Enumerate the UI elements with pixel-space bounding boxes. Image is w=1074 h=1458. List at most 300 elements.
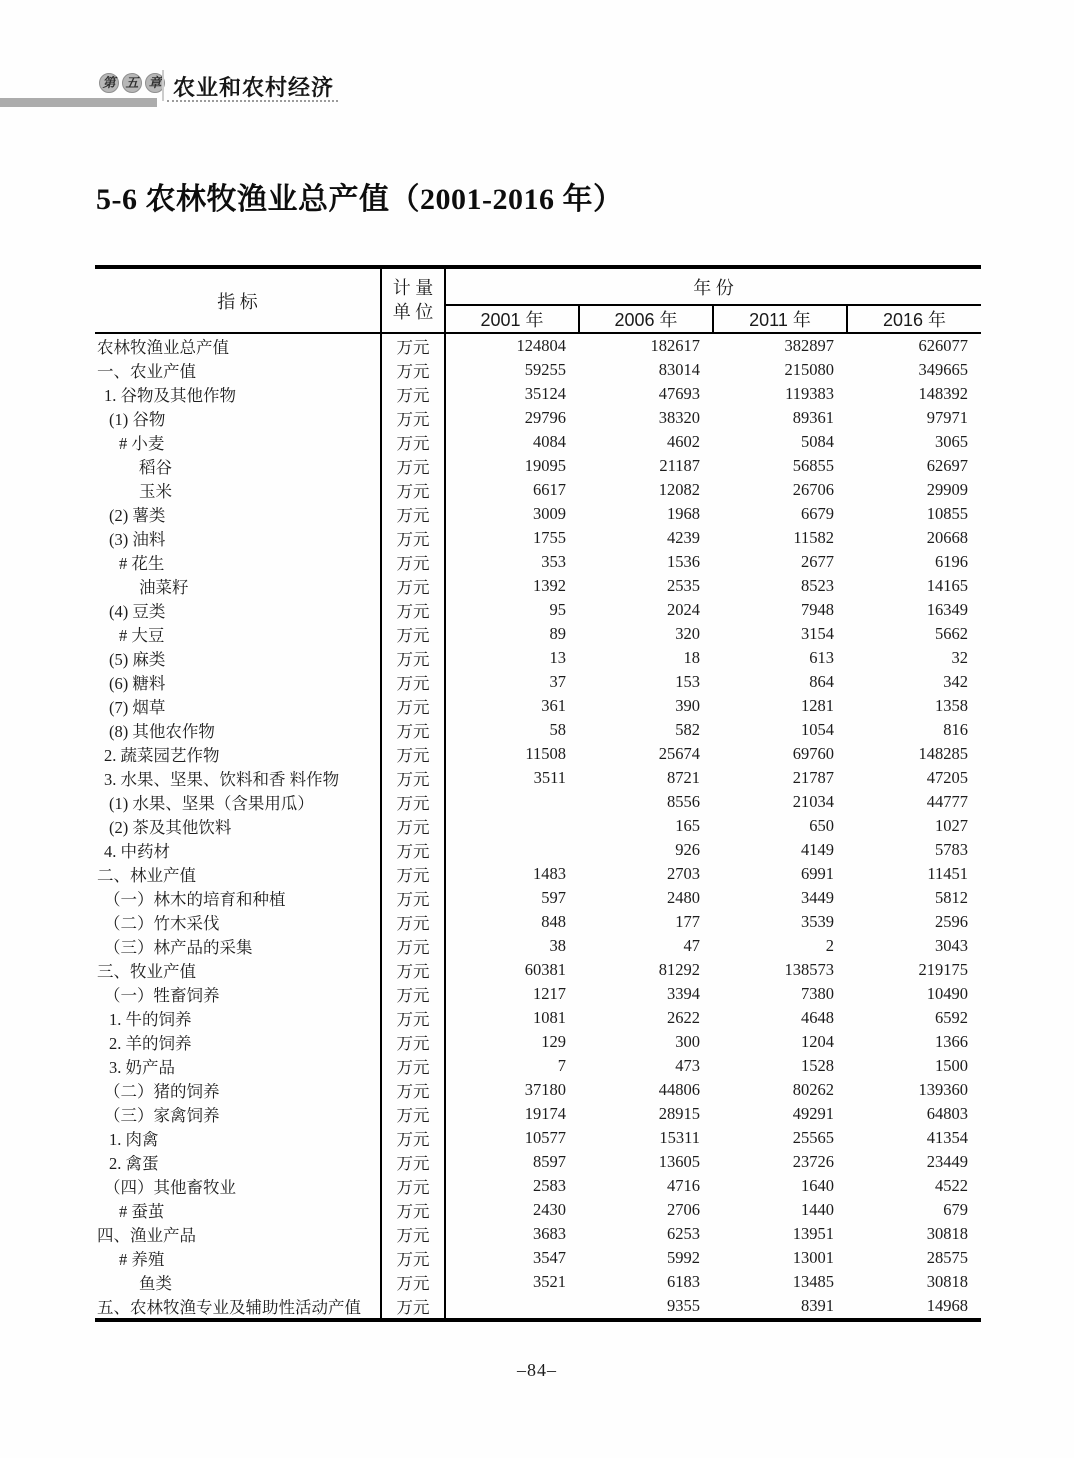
row-value: 7380 [801,984,834,1003]
row-unit: 万元 [381,862,445,886]
row-value: 1392 [533,576,566,595]
col-header-year: 2011 年 [713,305,847,333]
row-label: # 大豆 [95,622,381,646]
table-row [95,1102,981,1126]
row-value: 12082 [658,480,700,499]
row-unit: 万元 [381,910,445,934]
chapter-title-underline [167,100,338,102]
row-value: 3683 [533,1224,566,1243]
row-value: 21034 [792,792,834,811]
col-header-unit-line2: 单 位 [392,301,434,322]
row-label: (1) 水果、坚果（含果用瓜） [95,790,381,814]
col-header-year: 2016 年 [847,305,981,333]
row-value: 3043 [935,936,968,955]
table-row [95,1006,981,1030]
row-value: 148285 [918,744,968,763]
row-value: 37180 [524,1080,566,1099]
row-value: 361 [541,696,566,715]
row-label: 二、林业产值 [95,862,381,886]
row-unit: 万元 [381,1198,445,1222]
col-header-unit [381,267,445,333]
table-row [95,862,981,886]
row-value: 124804 [516,336,566,355]
row-value: 83014 [658,360,700,379]
col-header-unit-line1: 计 量 [392,278,434,299]
page-number: –84– [517,1360,557,1380]
row-value: 6183 [667,1272,700,1291]
row-label: （三）林产品的采集 [95,934,381,958]
row-value: 14165 [926,576,968,595]
row-value: 473 [675,1056,700,1075]
row-label: (5) 麻类 [95,646,381,670]
row-unit: 万元 [381,814,445,838]
table-row [95,1054,981,1078]
row-label: 1. 谷物及其他作物 [95,382,381,406]
row-value: 35124 [524,384,566,403]
row-unit: 万元 [381,1270,445,1294]
row-unit: 万元 [381,1150,445,1174]
row-value: 7948 [801,600,834,619]
table-row [95,574,981,598]
row-value: 1440 [801,1200,834,1219]
row-unit: 万元 [381,742,445,766]
decorative-gray-bar [0,98,157,107]
row-value: 15311 [659,1128,700,1147]
table-row [95,766,981,790]
row-value: 129 [541,1032,566,1051]
row-label: 3. 奶产品 [95,1054,381,1078]
col-header-year-group: 年 份 [445,267,981,305]
row-value: 382897 [784,336,834,355]
row-value: 21787 [792,768,834,787]
row-unit: 万元 [381,1246,445,1270]
table-row [95,790,981,814]
row-value: 2596 [935,912,968,931]
row-value: 1358 [935,696,968,715]
row-value: 28575 [926,1248,968,1267]
row-value: 6196 [935,552,968,571]
row-value: 89361 [792,408,834,427]
row-label: （二）竹木采伐 [95,910,381,934]
row-value: 8597 [533,1152,566,1171]
row-value: 4149 [801,840,834,859]
row-value: 848 [541,912,566,931]
col-header-year: 2001 年 [445,305,579,333]
row-value: 25565 [792,1128,834,1147]
row-value: 8391 [801,1296,834,1315]
data-table [95,265,981,1322]
row-value: 3547 [533,1248,566,1267]
table-row [95,622,981,646]
row-value [445,838,579,862]
row-value: 58 [549,720,566,739]
row-unit: 万元 [381,670,445,694]
row-value: 21187 [659,456,700,475]
row-unit: 万元 [381,766,445,790]
row-unit: 万元 [381,502,445,526]
row-unit: 万元 [381,1126,445,1150]
row-label: 四、渔业产品 [95,1222,381,1246]
row-label: (8) 其他农作物 [95,718,381,742]
chapter-badge [99,73,165,93]
row-unit: 万元 [381,1222,445,1246]
row-unit: 万元 [381,790,445,814]
row-unit: 万元 [381,1294,445,1320]
row-value: 81292 [658,960,700,979]
row-value: 4522 [935,1176,968,1195]
row-label: 1. 牛的饲养 [95,1006,381,1030]
row-unit: 万元 [381,886,445,910]
row-value: 3521 [533,1272,566,1291]
chapter-badge-char: 第 [99,73,119,93]
row-value: 47693 [658,384,700,403]
chapter-title: 农业和农村经济 [173,75,335,100]
row-value: 29909 [926,480,968,499]
row-label: # 养殖 [95,1246,381,1270]
row-value: 1366 [935,1032,968,1051]
row-value: 38320 [658,408,700,427]
row-value: 10577 [524,1128,566,1147]
row-value: 8523 [801,576,834,595]
row-value: 5783 [935,840,968,859]
row-unit: 万元 [381,358,445,382]
row-value: 38 [549,936,566,955]
table-row [95,718,981,742]
row-value: 3009 [533,504,566,523]
table-row [95,1198,981,1222]
row-value: 2 [825,936,834,955]
row-value: 30818 [926,1272,968,1291]
row-unit: 万元 [381,646,445,670]
row-value: 1536 [667,552,700,571]
row-value: 119383 [785,384,834,403]
row-unit: 万元 [381,1078,445,1102]
row-value: 62697 [926,456,968,475]
row-unit: 万元 [381,958,445,982]
row-value: 14968 [926,1296,968,1315]
row-value: 95 [549,600,566,619]
row-value: 49291 [792,1104,834,1123]
row-label: 稻谷 [95,454,381,478]
row-value: 10855 [926,504,968,523]
row-value [445,790,579,814]
row-value: 4716 [667,1176,700,1195]
row-value: 138573 [784,960,834,979]
row-value: 5992 [667,1248,700,1267]
row-value: 26706 [792,480,834,499]
header-row-group [95,267,981,305]
table-row [95,1246,981,1270]
row-unit: 万元 [381,1006,445,1030]
row-value: 60381 [524,960,566,979]
table-row [95,454,981,478]
row-unit: 万元 [381,622,445,646]
row-value: 13951 [792,1224,834,1243]
row-label: (1) 谷物 [95,406,381,430]
row-label: 五、农林牧渔专业及辅助性活动产值 [95,1294,381,1320]
row-value: 41354 [926,1128,968,1147]
table-row [95,478,981,502]
row-value: 29796 [524,408,566,427]
row-value: 6679 [801,504,834,523]
table-row [95,742,981,766]
row-unit: 万元 [381,574,445,598]
row-value: 148392 [918,384,968,403]
chapter-divider [162,70,164,101]
row-value: 10490 [926,984,968,1003]
row-value: 47205 [926,768,968,787]
row-value: 650 [809,816,834,835]
row-label: (6) 糖料 [95,670,381,694]
row-value: 582 [675,720,700,739]
row-value: 8721 [667,768,700,787]
row-value: 11508 [525,744,566,763]
row-value: 153 [675,672,700,691]
row-unit: 万元 [381,454,445,478]
row-value: 3511 [533,768,566,787]
row-unit: 万元 [381,406,445,430]
row-value: 4239 [667,528,700,547]
row-value: 11582 [793,528,834,547]
row-value: 56855 [792,456,834,475]
row-label: （一）牲畜饲养 [95,982,381,1006]
row-value: 19095 [524,456,566,475]
row-value: 37 [549,672,566,691]
row-value: 44806 [658,1080,700,1099]
row-unit: 万元 [381,1174,445,1198]
row-value: 23726 [792,1152,834,1171]
row-label: # 花生 [95,550,381,574]
row-value: 25674 [658,744,700,763]
row-value: 32 [951,648,968,667]
row-value: 342 [943,672,968,691]
row-value: 16349 [926,600,968,619]
row-unit: 万元 [381,333,445,358]
row-value: 626077 [918,336,968,355]
row-unit: 万元 [381,1054,445,1078]
row-value: 4648 [801,1008,834,1027]
table-row [95,670,981,694]
row-value: 1217 [533,984,566,1003]
row-label: 三、牧业产值 [95,958,381,982]
row-unit: 万元 [381,718,445,742]
table-row [95,814,981,838]
row-value: 8556 [667,792,700,811]
row-label: 农林牧渔业总产值 [95,333,381,358]
table-row [95,910,981,934]
row-value: 1027 [935,816,968,835]
row-value: 1054 [801,720,834,739]
row-value: 1640 [801,1176,834,1195]
row-value: 2024 [667,600,700,619]
row-value: 5662 [935,624,968,643]
chapter-badge-char: 五 [122,73,142,93]
row-value: 97971 [926,408,968,427]
row-label: # 蚕茧 [95,1198,381,1222]
table-row [95,430,981,454]
table-row [95,1078,981,1102]
row-value: 11451 [927,864,968,883]
row-value: 2583 [533,1176,566,1195]
row-label: （四）其他畜牧业 [95,1174,381,1198]
row-value: 64803 [926,1104,968,1123]
row-value: 300 [675,1032,700,1051]
row-value: 349665 [918,360,968,379]
row-value: 13605 [658,1152,700,1171]
row-value: 9355 [667,1296,700,1315]
row-label: （二）猪的饲养 [95,1078,381,1102]
row-value: 215080 [784,360,834,379]
row-value: 2677 [801,552,834,571]
row-unit: 万元 [381,550,445,574]
table-row [95,694,981,718]
row-label: # 小麦 [95,430,381,454]
row-label: 1. 肉禽 [95,1126,381,1150]
table-row [95,526,981,550]
row-unit: 万元 [381,382,445,406]
table-row [95,1270,981,1294]
table-row [95,598,981,622]
row-value: 23449 [926,1152,968,1171]
row-value: 1500 [935,1056,968,1075]
table-row [95,934,981,958]
row-value: 353 [541,552,566,571]
row-label: 一、农业产值 [95,358,381,382]
row-label: 2. 蔬菜园艺作物 [95,742,381,766]
row-label: （一）林木的培育和种植 [95,886,381,910]
row-value: 6991 [801,864,834,883]
row-value: 3449 [801,888,834,907]
chapter-badge-char: 章 [145,73,165,93]
row-value: 59255 [524,360,566,379]
row-value: 1968 [667,504,700,523]
row-value: 390 [675,696,700,715]
row-value: 18 [683,648,700,667]
row-value: 2430 [533,1200,566,1219]
row-unit: 万元 [381,1030,445,1054]
row-value: 3539 [801,912,834,931]
row-label: 3. 水果、坚果、饮料和香 料作物 [95,766,381,790]
row-value [445,1294,579,1320]
row-value: 1483 [533,864,566,883]
row-value: 30818 [926,1224,968,1243]
row-label: (7) 烟草 [95,694,381,718]
row-value: 20668 [926,528,968,547]
row-value: 165 [675,816,700,835]
row-value: 597 [541,888,566,907]
row-label: 2. 禽蛋 [95,1150,381,1174]
table-row [95,1150,981,1174]
row-value: 44777 [926,792,968,811]
row-value: 2706 [667,1200,700,1219]
table-row [95,982,981,1006]
row-value: 5084 [801,432,834,451]
table-row [95,333,981,358]
row-label: 4. 中药材 [95,838,381,862]
row-label: (4) 豆类 [95,598,381,622]
table-row [95,406,981,430]
row-value: 4084 [533,432,566,451]
row-value: 6617 [533,480,566,499]
row-unit: 万元 [381,478,445,502]
table-row [95,1126,981,1150]
table-row [95,1174,981,1198]
row-value: 2535 [667,576,700,595]
row-unit: 万元 [381,838,445,862]
table-row [95,382,981,406]
row-label: (2) 茶及其他饮料 [95,814,381,838]
row-value: 5812 [935,888,968,907]
table-row [95,886,981,910]
row-unit: 万元 [381,430,445,454]
row-value: 2480 [667,888,700,907]
row-value: 89 [549,624,566,643]
row-value: 2622 [667,1008,700,1027]
row-label: （三）家禽饲养 [95,1102,381,1126]
row-value: 28915 [658,1104,700,1123]
table-row [95,838,981,862]
table-row [95,550,981,574]
row-value: 3394 [667,984,700,1003]
row-label: 鱼类 [95,1270,381,1294]
col-header-indicator: 指 标 [95,267,381,333]
row-value: 13 [549,648,566,667]
row-value: 320 [675,624,700,643]
row-value: 3065 [935,432,968,451]
row-unit: 万元 [381,1102,445,1126]
row-value: 47 [683,936,700,955]
row-value: 679 [943,1200,968,1219]
table-row [95,1030,981,1054]
row-value: 816 [943,720,968,739]
row-value: 4602 [667,432,700,451]
row-value: 1281 [801,696,834,715]
row-value: 6253 [667,1224,700,1243]
row-value: 139360 [918,1080,968,1099]
row-label: 玉米 [95,478,381,502]
row-value: 2703 [667,864,700,883]
row-unit: 万元 [381,526,445,550]
table-row [95,502,981,526]
row-value: 3154 [801,624,834,643]
row-label: 油菜籽 [95,574,381,598]
row-label: (3) 油料 [95,526,381,550]
page-title: 5-6 农林牧渔业总产值（2001-2016 年） [96,183,624,216]
table-row [95,958,981,982]
col-header-year: 2006 年 [579,305,713,333]
table-row [95,1294,981,1320]
row-value: 7 [557,1056,566,1075]
row-value: 80262 [792,1080,834,1099]
table-row [95,1222,981,1246]
row-value: 1528 [801,1056,834,1075]
row-value: 19174 [524,1104,566,1123]
row-label: 2. 羊的饲养 [95,1030,381,1054]
row-value: 177 [675,912,700,931]
row-value: 926 [675,840,700,859]
row-value: 1755 [533,528,566,547]
row-value: 69760 [792,744,834,763]
row-value: 1081 [533,1008,566,1027]
row-value: 182617 [650,336,700,355]
row-value: 864 [809,672,834,691]
row-value: 6592 [935,1008,968,1027]
row-unit: 万元 [381,934,445,958]
row-unit: 万元 [381,694,445,718]
row-value: 219175 [918,960,968,979]
row-value [445,814,579,838]
row-value: 13485 [792,1272,834,1291]
